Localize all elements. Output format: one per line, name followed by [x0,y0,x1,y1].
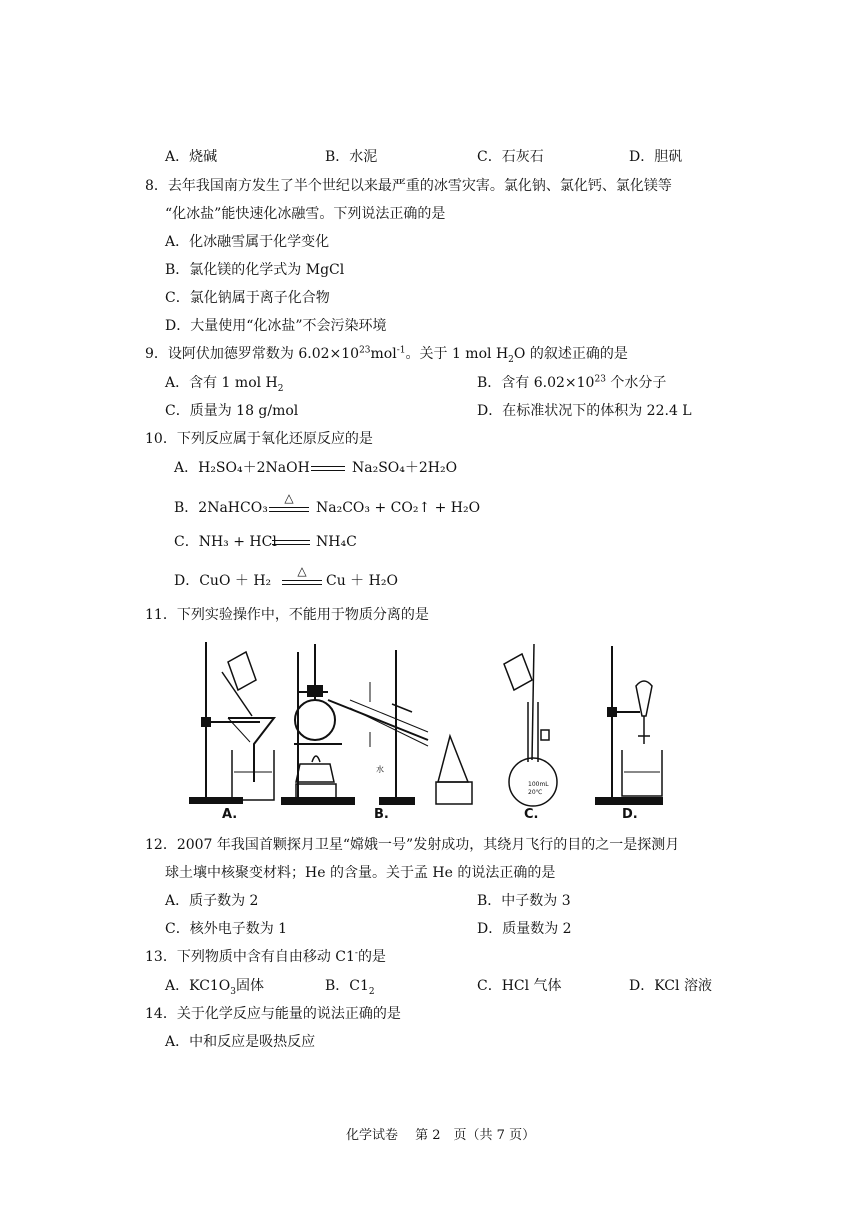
q13-option-c: C．HCl 气体 [477,978,562,994]
q7-option-d: D．胆矾 [629,149,683,165]
q12-option-d: D．质量数为 2 [477,921,572,937]
q10-a-products: Na₂SO₄＋2H₂O [352,460,458,476]
flask-volume-label: 100mL [528,781,549,788]
apparatus-label-b: B. [374,807,389,822]
apparatus-label-a: A. [222,807,238,822]
q13-stem: 13．下列物质中含有自由移动 C1-的是 [145,948,386,965]
q10-b-products: Na₂CO₃ + CO₂↑ + H₂O [316,500,481,516]
q10-d-reactants: D．CuO ＋ H₂ [174,573,272,589]
q12-stem-line2: 球土壤中核聚变材料；He 的含量。关于孟 He 的说法正确的是 [165,865,556,881]
q7-option-a: A．烧碱 [165,149,218,165]
heat-icon: △ [284,491,294,505]
q11-stem: 11．下列实验操作中，不能用于物质分离的是 [145,607,429,623]
q10-d-products: Cu ＋ H₂O [326,573,398,589]
q10-a-reactants: A．H₂SO₄＋2NaOH [174,460,310,476]
q10-c-reactants: C．NH₃ + HCl [174,534,277,550]
q13-option-a: A．$KC1O_3$固体 [165,978,265,997]
q10-stem: 10．下列反应属于氧化还原反应的是 [145,431,373,447]
q8-stem-line1: 8．去年我国南方发生了半个世纪以来最严重的冰雪灾害。氯化钠、氯化钙、氯化镁等 [145,178,672,194]
q9-option-d: D．在标准状况下的体积为 22.4 L [477,403,692,419]
q13-option-b: B．$C1_2$ [325,978,375,997]
q14-option-a: A．中和反应是吸热反应 [165,1034,316,1050]
q7-option-c: C．石灰石 [477,149,544,165]
water-label: 水 [376,765,384,774]
q10-b-reactants: B．2NaHCO₃ [174,500,268,516]
q9-option-b: B．含有 $6.02\times 10^{23}$ 个水分子 [477,374,667,391]
flask-temperature-label: 20℃ [528,789,543,796]
q12-option-a: A．质子数为 2 [165,893,259,909]
page-footer: 化学试卷 第 2 页（共 7 页） [346,1128,536,1143]
q11-apparatus-figure [188,632,676,822]
q10-c-products: NH₄C [316,534,357,550]
q9-option-a: A．含有 1 mol $H_2$ [165,375,284,394]
q7-option-b: B．水泥 [325,149,378,165]
q14-stem: 14．关于化学反应与能量的说法正确的是 [145,1006,401,1022]
q8-stem-line2: “化冰盐”能快速化冰融雪。下列说法正确的是 [165,206,446,222]
heat-icon: △ [297,564,307,578]
apparatus-label-d: D. [622,807,638,822]
q12-option-b: B．中子数为 3 [477,893,571,909]
q9-stem: 9．设阿伏加德罗常数为 $6.02\times 10^{23}mol^{-1}$。关于 1 mol $H_2O$ 的叙述正确的是 [145,345,628,365]
q13-option-d: D．KCl 溶液 [629,978,712,994]
q9-option-c: C．质量为 18 g/mol [165,403,299,419]
apparatus-label-c: C. [524,807,539,822]
q8-option-b: B．氯化镁的化学式为 MgCl [165,262,345,278]
q8-option-a: A．化冰融雪属于化学变化 [165,234,330,250]
q8-option-c: C．氯化钠属于离子化合物 [165,290,330,306]
q8-option-d: D．大量使用“化冰盐”不会污染环境 [165,318,387,334]
q12-stem-line1: 12．2007 年我国首颗探月卫星“嫦娥一号”发射成功，其绕月飞行的目的之一是探测月 [145,837,680,853]
q12-option-c: C．核外电子数为 1 [165,921,288,937]
